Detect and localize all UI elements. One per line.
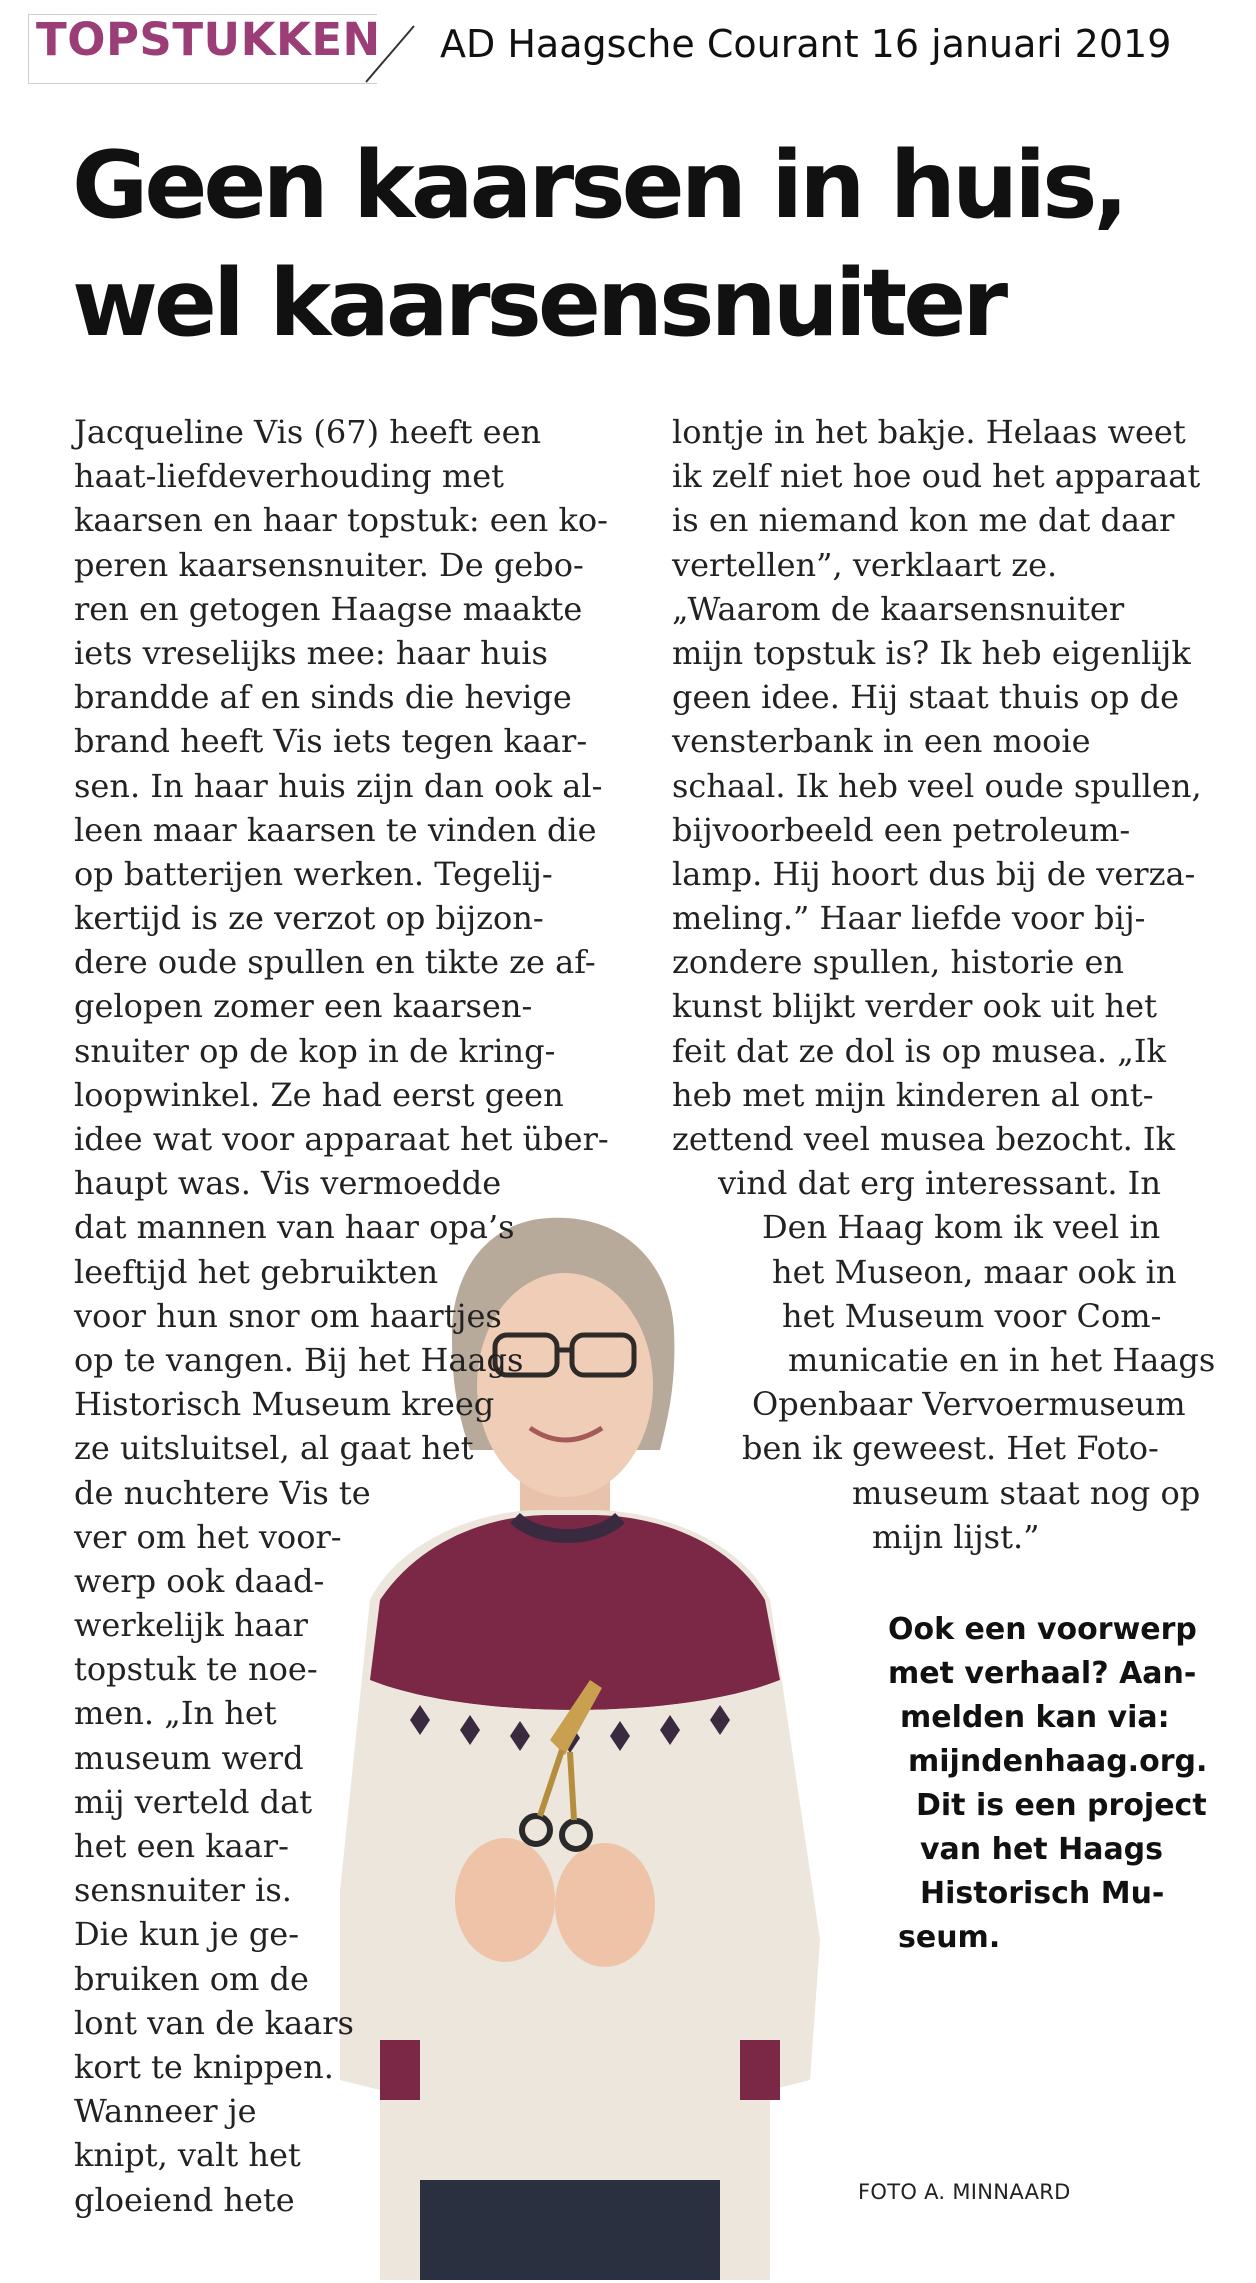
body-line: sen. In haar huis zijn dan ook al- [74, 766, 603, 805]
body-line: Den Haag kom ik veel in [762, 1208, 1161, 1247]
body-line: dere oude spullen en tikte ze af- [74, 943, 596, 982]
body-line: loopwinkel. Ze had eerst geen [74, 1075, 564, 1114]
cta-line: Historisch Mu- [920, 1876, 1165, 1911]
body-line: schaal. Ik heb veel oude spullen, [672, 766, 1202, 805]
body-line: zondere spullen, historie en [672, 943, 1125, 982]
call-to-action [888, 1608, 1207, 1960]
body-line: dat mannen van haar opa’s [74, 1208, 515, 1247]
body-line: haat-liefdeverhouding met [74, 457, 505, 496]
body-line: knipt, valt het [74, 2136, 301, 2175]
body-line: idee wat voor apparaat het über- [74, 1120, 609, 1158]
body-line: bijvoorbeeld een petroleum- [672, 810, 1131, 849]
body-line: lontje in het bakje. Helaas weet [672, 413, 1186, 451]
body-line: kort te knippen. [74, 2047, 334, 2086]
body-line: het een kaar- [74, 1827, 289, 1865]
article-body-left [74, 410, 609, 2222]
cta-line: Ook een voorwerp [888, 1612, 1197, 1647]
cta-line: mijndenhaag.org. [908, 1744, 1208, 1779]
body-line: museum staat nog op [852, 1473, 1201, 1512]
body-line: lamp. Hij hoort dus bij de verza- [672, 854, 1196, 893]
publication-line: AD Haagsche Courant 16 januari 2019 [440, 22, 1172, 66]
body-line: werkelijk haar [74, 1606, 308, 1645]
body-line: men. „In het [74, 1694, 277, 1733]
cta-line: seum. [898, 1920, 1001, 1955]
body-line: op batterijen werken. Tegelij- [74, 854, 553, 893]
body-line: brand heeft Vis iets tegen kaar- [74, 722, 588, 761]
cta-line: met verhaal? Aan- [888, 1656, 1197, 1691]
body-line: vensterbank in een mooie [672, 722, 1091, 761]
body-line: museum werd [74, 1738, 304, 1777]
body-line: bruiken om de [74, 1959, 309, 1998]
body-line: geen idee. Hij staat thuis op de [672, 678, 1180, 717]
body-line: Jacqueline Vis (67) heeft een [74, 413, 542, 451]
body-line: Openbaar Vervoermuseum [752, 1385, 1186, 1424]
body-line: het Museon, maar ook in [772, 1252, 1177, 1291]
body-line: ben ik geweest. Het Foto- [742, 1429, 1159, 1468]
body-line: ik zelf niet hoe oud het apparaat [672, 457, 1201, 496]
body-line: is en niemand kon me dat daar [672, 501, 1175, 540]
body-line: mijn topstuk is? Ik heb eigenlijk [672, 633, 1191, 672]
body-line: ren en getogen Haagse maakte [74, 589, 583, 628]
body-line: peren kaarsensnuiter. De gebo- [74, 545, 584, 584]
slash-divider-icon [360, 18, 420, 86]
body-line: meling.” Haar liefde voor bij- [672, 899, 1146, 938]
body-line: brandde af en sinds die hevige [74, 678, 572, 717]
headline-line-2: wel kaarsensnuiter [72, 249, 1005, 357]
body-line: ze uitsluitsel, al gaat het [74, 1429, 474, 1468]
body-line: topstuk te noe- [74, 1650, 318, 1689]
cta-line: melden kan via: [900, 1700, 1170, 1735]
body-line: vertellen”, verklaart ze. [672, 545, 1058, 584]
body-line: heb met mijn kinderen al ont- [672, 1075, 1154, 1114]
body-line: het Museum voor Com- [782, 1296, 1162, 1335]
body-line: voor hun snor om haartjes [74, 1296, 502, 1335]
headline-line-1: Geen kaarsen in huis, [72, 131, 1125, 239]
body-line: sensnuiter is. [74, 1871, 292, 1910]
body-line: vind dat erg interessant. In [718, 1164, 1161, 1203]
body-line: mij verteld dat [74, 1782, 313, 1821]
body-line: werp ook daad- [74, 1561, 325, 1600]
headline [72, 126, 1125, 362]
body-line: zettend veel musea bezocht. Ik [672, 1120, 1175, 1158]
body-line: gelopen zomer een kaarsen- [74, 987, 533, 1026]
body-line: haupt was. Vis vermoedde [74, 1164, 502, 1203]
body-line: gloeiend hete [74, 2180, 295, 2219]
section-kicker: TOPSTUKKEN [36, 13, 381, 66]
body-line: lont van de kaars [74, 2003, 354, 2042]
body-line: iets vreselijks mee: haar huis [74, 633, 548, 672]
body-line: snuiter op de kop in de kring- [74, 1031, 556, 1070]
article-body-right [672, 410, 1215, 1559]
body-line: mijn lijst.” [872, 1517, 1040, 1556]
body-line: op te vangen. Bij het Haags [74, 1340, 524, 1379]
body-line: leen maar kaarsen te vinden die [74, 810, 597, 849]
cta-line: Dit is een project [916, 1788, 1207, 1823]
body-line: kunst blijkt verder ook uit het [672, 987, 1157, 1026]
body-line: feit dat ze dol is op musea. „Ik [672, 1031, 1166, 1070]
body-line: kaarsen en haar topstuk: een ko- [74, 501, 608, 540]
body-line: leeftijd het gebruikten [74, 1252, 439, 1291]
body-line: ver om het voor- [74, 1517, 342, 1556]
body-line: Die kun je ge- [74, 1915, 300, 1954]
body-line: „Waarom de kaarsensnuiter [672, 589, 1125, 628]
body-line: Wanneer je [74, 2092, 257, 2131]
photo-credit: FOTO A. MINNAARD [858, 2180, 1071, 2204]
body-line: Historisch Museum kreeg [74, 1385, 495, 1424]
body-line: kertijd is ze verzot op bijzon- [74, 899, 544, 938]
body-line: municatie en in het Haags [788, 1340, 1216, 1379]
cta-line: van het Haags [920, 1832, 1164, 1867]
body-line: de nuchtere Vis te [74, 1473, 371, 1512]
